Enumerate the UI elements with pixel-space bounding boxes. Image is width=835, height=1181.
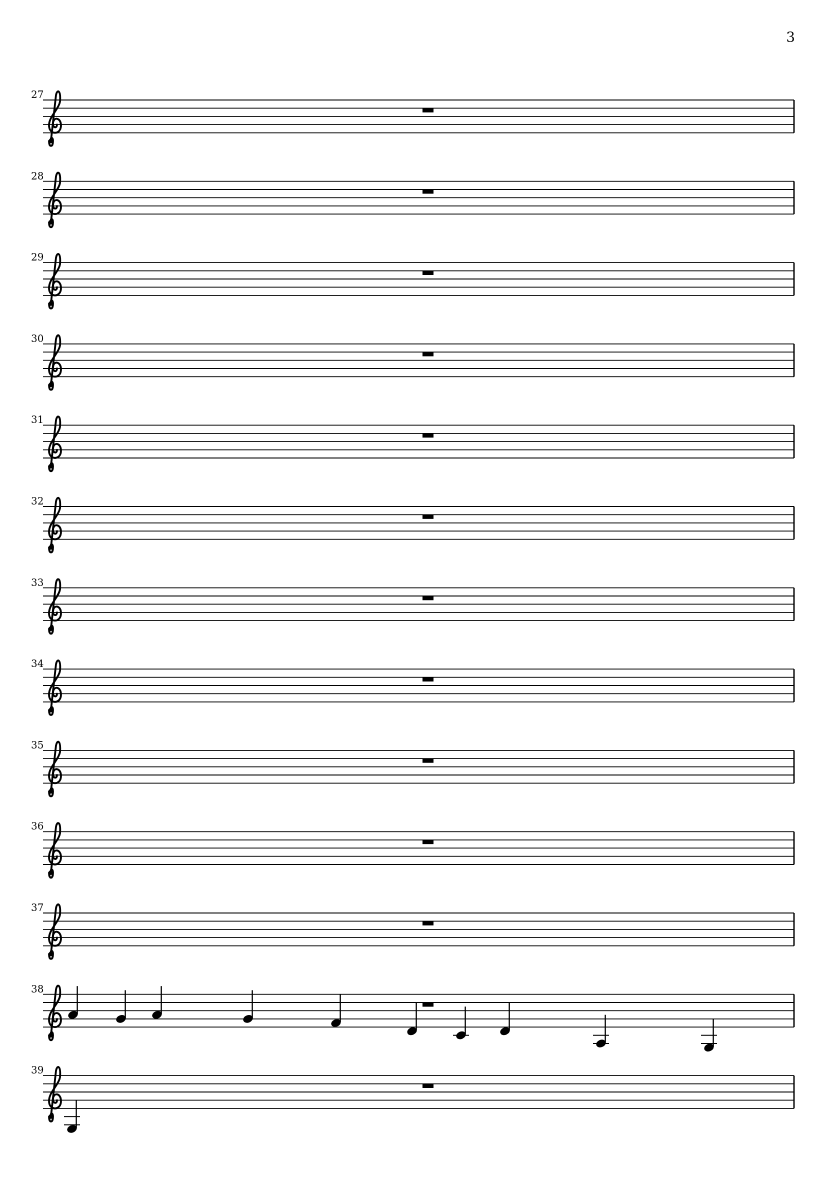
measure-number: 36	[31, 821, 44, 833]
treble-clef-icon	[49, 91, 62, 146]
measure-number: 32	[31, 496, 44, 508]
treble-clef-icon	[49, 823, 62, 878]
treble-clef-icon	[49, 254, 62, 309]
measure-number: 33	[31, 577, 44, 589]
note	[406, 1003, 418, 1037]
whole-rest	[423, 190, 434, 194]
staff-system	[31, 578, 794, 634]
whole-rest	[423, 108, 434, 112]
whole-rest	[423, 1003, 434, 1007]
staff-system	[31, 171, 794, 227]
note	[115, 990, 127, 1024]
treble-clef-icon	[49, 498, 62, 553]
measure-number: 30	[31, 333, 44, 345]
whole-rest	[423, 1084, 434, 1088]
measure-number: 35	[31, 740, 44, 752]
whole-rest	[423, 433, 434, 437]
staff-system	[31, 740, 794, 796]
whole-rest	[423, 515, 434, 519]
treble-clef-icon	[49, 904, 62, 959]
staff-system	[31, 984, 794, 1053]
staff-system	[31, 903, 794, 959]
treble-clef-icon	[49, 1067, 62, 1122]
note	[151, 986, 163, 1020]
note	[593, 1015, 609, 1049]
measure-number: 37	[31, 903, 44, 914]
staff-system	[31, 253, 794, 309]
measure-number: 39	[31, 1065, 44, 1077]
whole-rest	[423, 759, 434, 763]
measure-number: 28	[31, 171, 44, 183]
measure-number: 29	[31, 252, 44, 264]
treble-clef-icon	[49, 335, 62, 390]
treble-clef-icon	[49, 742, 62, 797]
note	[499, 1003, 511, 1037]
note	[64, 1100, 80, 1134]
treble-clef-icon	[49, 173, 62, 228]
staff-system	[31, 659, 794, 715]
whole-rest	[423, 921, 434, 925]
measure-number: 27	[31, 90, 44, 101]
measure-number: 34	[31, 659, 44, 671]
staff-system	[31, 1066, 794, 1135]
staff-system	[31, 415, 794, 471]
staff-system	[31, 90, 794, 146]
note	[330, 994, 342, 1028]
whole-rest	[423, 596, 434, 600]
treble-clef-icon	[49, 579, 62, 634]
measure-number: 38	[31, 984, 44, 996]
measure-number: 31	[31, 415, 44, 427]
staff-system	[31, 497, 794, 553]
treble-clef-icon	[49, 986, 62, 1041]
staff-system	[31, 822, 794, 878]
note	[701, 1019, 717, 1053]
staff-system	[31, 334, 794, 390]
note	[453, 1007, 469, 1041]
whole-rest	[423, 352, 434, 356]
note	[67, 986, 79, 1020]
treble-clef-icon	[49, 417, 62, 472]
page-number: 3	[786, 30, 795, 46]
treble-clef-icon	[49, 660, 62, 715]
whole-rest	[423, 677, 434, 681]
whole-rest	[423, 271, 434, 275]
whole-rest	[423, 840, 434, 844]
note	[242, 990, 254, 1024]
